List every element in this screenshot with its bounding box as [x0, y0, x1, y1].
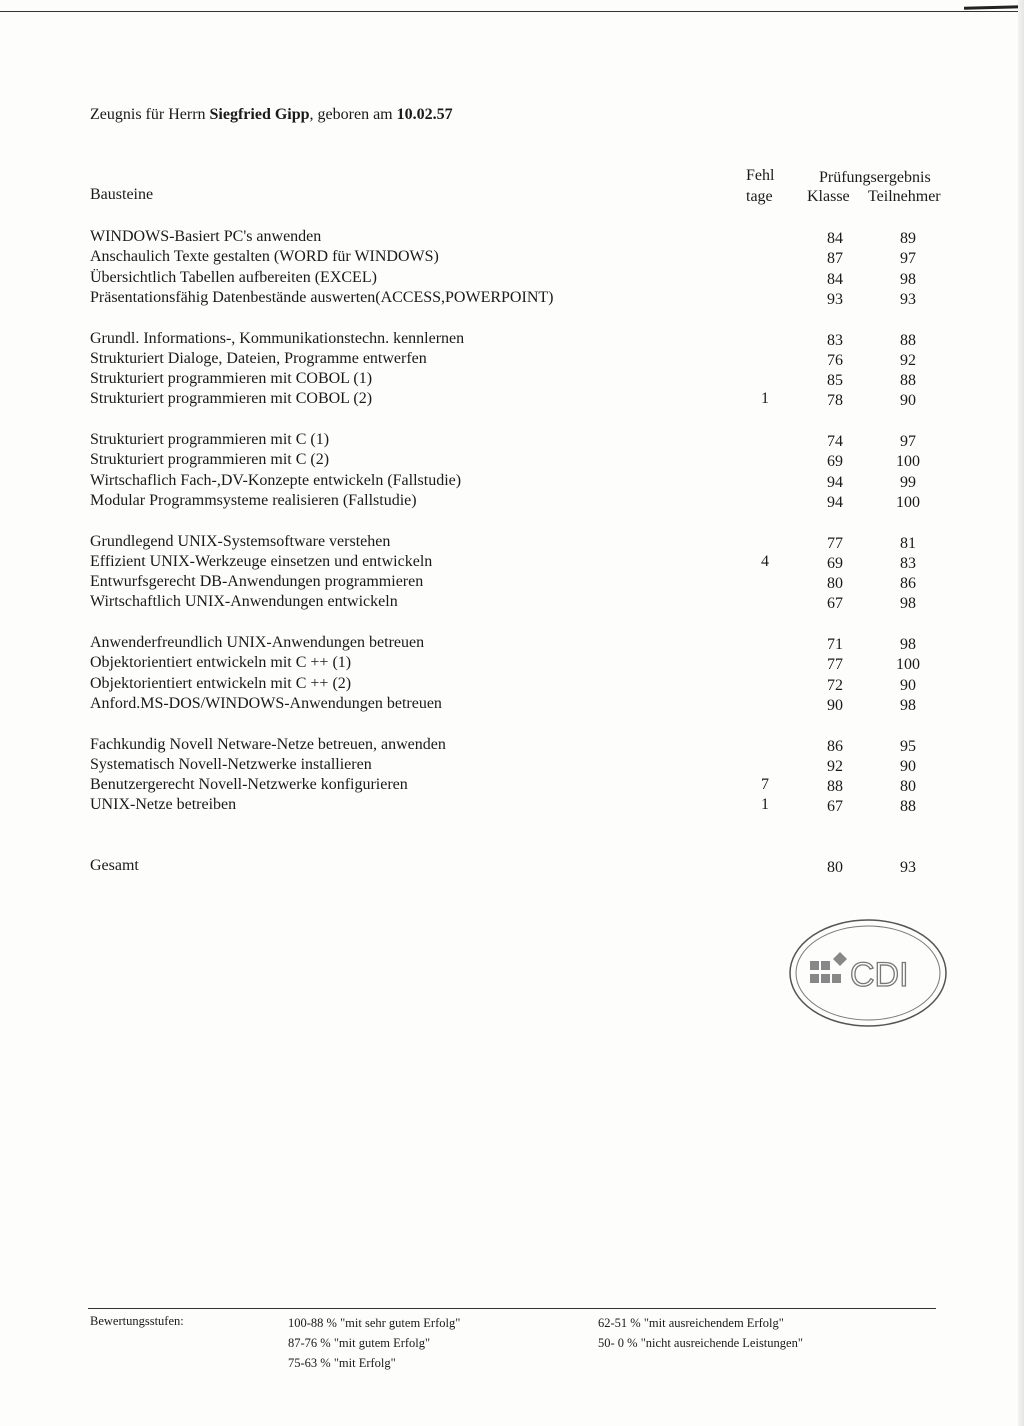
table-row [90, 390, 970, 410]
table-row [90, 695, 970, 715]
klasse-score: 69 [827, 554, 843, 572]
module-name: Objektorientiert entwickeln mit C ++ (1) [90, 654, 352, 672]
klasse-score: 94 [827, 493, 843, 511]
klasse-score: 72 [827, 676, 843, 694]
klasse-score: 94 [827, 473, 843, 491]
table-row [90, 472, 970, 492]
module-name: WINDOWS-Basiert PC's anwenden [90, 228, 322, 245]
module-name: Präsentationsfähig Datenbestände auswerten(ACCESS,POWERPOINT) [90, 288, 554, 306]
fehltage-value: 4 [761, 552, 769, 570]
birth-date: 10.02.57 [396, 106, 453, 123]
teilnehmer-score: 99 [900, 473, 916, 491]
gesamt-klasse: 80 [827, 859, 843, 876]
table-row [90, 431, 970, 451]
grade-scale-line: 75-63 % "mit Erfolg" [288, 1356, 396, 1370]
fehltage-value: 1 [761, 796, 769, 814]
module-name: Objektorientiert entwickeln mit C ++ (2) [90, 674, 352, 692]
klasse-score: 85 [827, 372, 843, 390]
grade-scale-line: 87-76 % "mit gutem Erfolg" [288, 1336, 431, 1350]
module-name: Fachkundig Novell Netware-Netze betreuen, anwenden [90, 735, 446, 753]
klasse-score: 92 [827, 757, 843, 775]
gesamt-row [90, 857, 970, 877]
table-row [90, 289, 970, 309]
module-name: Wirtschaflich Fach-,DV-Konzepte entwickeln (Fallstudie) [90, 471, 462, 489]
module-name: Anwenderfreundlich UNIX-Anwendungen betreuen [90, 634, 425, 651]
header-teilnehmer: Teilnehmer [868, 188, 941, 205]
header-pruefungsergebnis: Prüfungsergebnis [819, 169, 931, 186]
module-name: Grundlegend UNIX-Systemsoftware verstehen [90, 532, 391, 550]
teilnehmer-score: 98 [900, 636, 916, 653]
teilnehmer-score: 80 [900, 778, 916, 796]
teilnehmer-score: 97 [900, 250, 916, 268]
teilnehmer-score: 93 [900, 290, 916, 308]
module-name: Strukturiert Dialoge, Dateien, Programme entwerfen [90, 349, 427, 367]
table-row [90, 330, 970, 350]
klasse-score: 77 [827, 656, 843, 674]
header-bausteine: Bausteine [90, 186, 154, 203]
grade-scale-line: 50- 0 % "nicht ausreichende Leistungen" [598, 1336, 803, 1350]
klasse-score: 67 [827, 595, 843, 613]
table-row [90, 228, 970, 248]
table-row [90, 736, 970, 756]
module-name: Strukturiert programmieren mit COBOL (2) [90, 390, 373, 408]
teilnehmer-score: 83 [900, 554, 916, 572]
teilnehmer-score: 98 [900, 696, 916, 714]
module-name: Strukturiert programmieren mit C (2) [90, 451, 330, 469]
klasse-score: 77 [827, 534, 843, 552]
table-row [90, 370, 970, 390]
module-name: Strukturiert programmieren mit C (1) [90, 431, 330, 448]
fehltage-value: 1 [761, 390, 769, 408]
table-row [90, 248, 970, 268]
teilnehmer-score: 100 [896, 493, 920, 511]
teilnehmer-score: 98 [900, 595, 916, 613]
module-name: Benutzergerecht Novell-Netzwerke konfigurieren [90, 776, 408, 794]
teilnehmer-score: 90 [900, 676, 916, 694]
table-row [90, 776, 970, 796]
person-name: Siegfried Gipp [209, 106, 310, 123]
klasse-score: 71 [827, 636, 843, 653]
title-prefix: Zeugnis für Herrn [90, 106, 210, 123]
klasse-score: 83 [827, 331, 843, 349]
module-name: Anschaulich Texte gestalten (WORD für WINDOWS) [90, 248, 439, 266]
teilnehmer-score: 100 [896, 453, 920, 471]
table-row [90, 675, 970, 695]
header-klasse: Klasse [807, 188, 850, 205]
gesamt-label: Gesamt [90, 857, 139, 874]
table-row [90, 553, 970, 573]
klasse-score: 67 [827, 798, 843, 816]
module-name: Anford.MS-DOS/WINDOWS-Anwendungen betreuen [90, 694, 442, 712]
module-name: Entwurfsgerecht DB-Anwendungen programmieren [90, 573, 424, 591]
page-edge [1018, 0, 1024, 1426]
footer-label: Bewertungsstufen: [90, 1314, 184, 1328]
teilnehmer-score: 81 [900, 534, 916, 552]
document-title [90, 106, 453, 124]
klasse-score: 84 [827, 230, 843, 247]
teilnehmer-score: 100 [896, 656, 920, 674]
teilnehmer-score: 97 [900, 433, 916, 450]
header-tage: tage [746, 188, 773, 205]
teilnehmer-score: 95 [900, 737, 916, 755]
teilnehmer-score: 88 [900, 372, 916, 390]
klasse-score: 90 [827, 696, 843, 714]
module-name: UNIX-Netze betreiben [90, 796, 237, 814]
teilnehmer-score: 90 [900, 757, 916, 775]
module-name: Grundl. Informations-, Kommunikationstechn. kennlernen [90, 329, 465, 347]
table-row [90, 492, 970, 512]
teilnehmer-score: 90 [900, 392, 916, 410]
klasse-score: 84 [827, 270, 843, 288]
grade-scale-line: 62-51 % "mit ausreichendem Erfolg" [598, 1316, 784, 1330]
table-row [90, 756, 970, 776]
gesamt-teilnehmer: 93 [900, 859, 916, 876]
fehltage-value: 7 [761, 776, 769, 794]
footer-rule [88, 1308, 936, 1309]
table-row [90, 593, 970, 613]
table-row [90, 269, 970, 289]
teilnehmer-score: 86 [900, 575, 916, 593]
klasse-score: 88 [827, 778, 843, 796]
klasse-score: 74 [827, 433, 843, 450]
cdi-logo-icon [810, 952, 847, 983]
top-rule [0, 11, 1024, 12]
top-rule-mark [964, 5, 1024, 10]
teilnehmer-score: 88 [900, 798, 916, 816]
header-fehl: Fehl [746, 167, 775, 184]
table-row [90, 533, 970, 553]
stamp-text: CDI [850, 956, 909, 994]
footer-grades-col1 [288, 1316, 460, 1376]
module-name: Wirtschaftlich UNIX-Anwendungen entwickeln [90, 593, 398, 611]
teilnehmer-score: 92 [900, 351, 916, 369]
klasse-score: 86 [827, 737, 843, 755]
module-name: Modular Programmsysteme realisieren (Fallstudie) [90, 491, 417, 509]
teilnehmer-score: 98 [900, 270, 916, 288]
footer-grades-col2 [598, 1316, 803, 1356]
grade-scale-line: 100-88 % "mit sehr gutem Erfolg" [288, 1316, 461, 1330]
table-row [90, 451, 970, 471]
cdi-stamp [788, 918, 948, 1028]
table-row [90, 573, 970, 593]
table-row [90, 654, 970, 674]
module-name: Effizient UNIX-Werkzeuge einsetzen und entwickeln [90, 552, 433, 570]
klasse-score: 69 [827, 453, 843, 471]
klasse-score: 78 [827, 392, 843, 410]
teilnehmer-score: 89 [900, 230, 916, 247]
table-row [90, 634, 970, 654]
title-middle: , geboren am [309, 106, 397, 123]
klasse-score: 93 [827, 290, 843, 308]
module-name: Übersichtlich Tabellen aufbereiten (EXCEL) [90, 268, 377, 286]
table-row [90, 350, 970, 370]
klasse-score: 76 [827, 351, 843, 369]
klasse-score: 87 [827, 250, 843, 268]
module-name: Systematisch Novell-Netzwerke installieren [90, 755, 372, 773]
module-name: Strukturiert programmieren mit COBOL (1) [90, 370, 373, 388]
klasse-score: 80 [827, 575, 843, 593]
teilnehmer-score: 88 [900, 331, 916, 349]
table-row [90, 796, 970, 816]
